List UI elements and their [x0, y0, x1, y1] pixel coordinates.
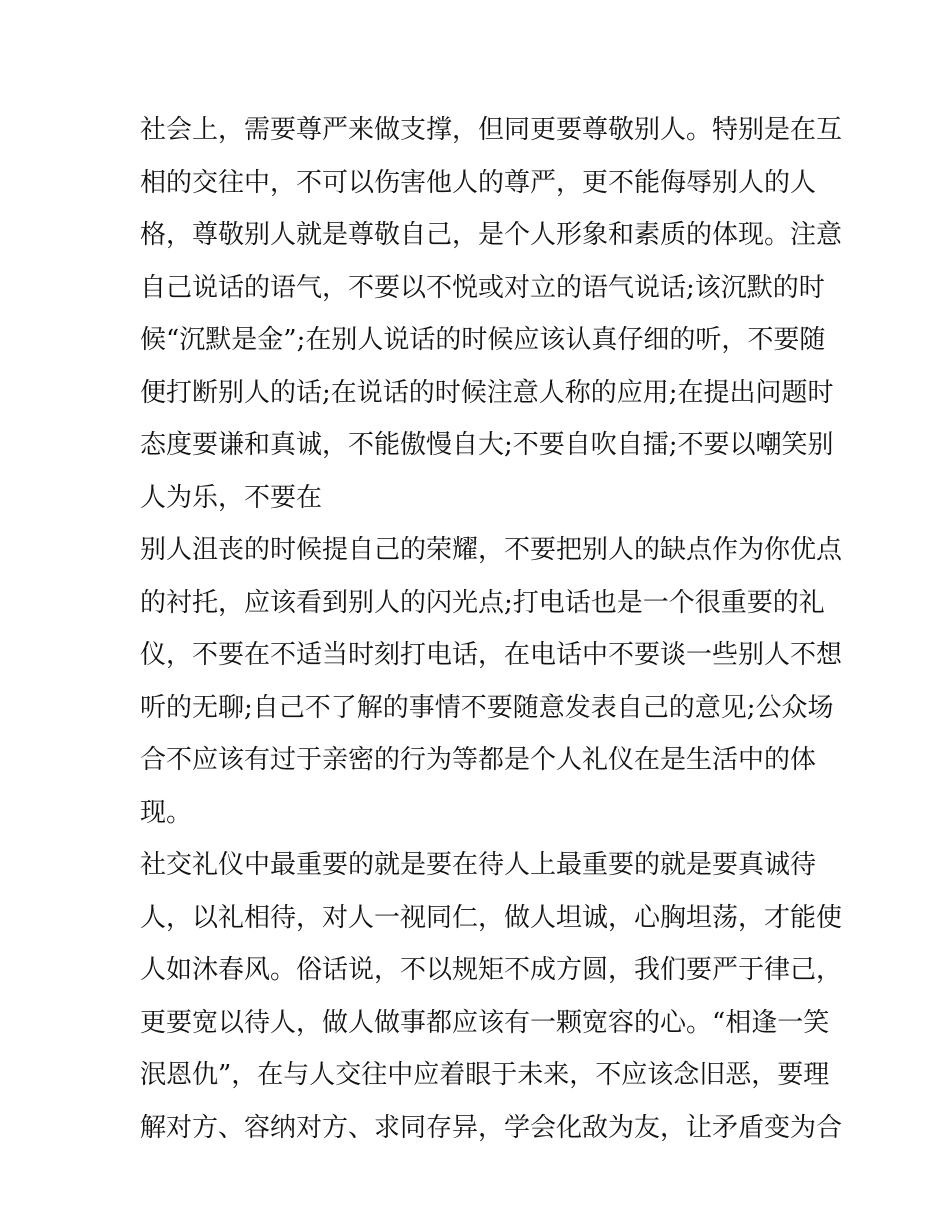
text-line-1: 社会上，需要尊严来做支撑，但同更要尊敬别人。特别是在互: [140, 115, 843, 145]
text-line-8: 人为乐，不要在: [140, 482, 323, 513]
text-line-14: 现。: [140, 797, 193, 828]
text-line-15: 社交礼仪中最重要的就是要在待人上最重要的就是要真诚待: [140, 850, 817, 880]
text-line-11: 仪，不要在不适当时刻打电话，在电话中不要谈一些别人不想: [140, 640, 843, 670]
text-line-20: 解对方、容纳对方、求同存异，学会化敌为友，让矛盾变为合: [140, 1112, 843, 1143]
text-line-3: 格，尊敬别人就是尊敬自己，是个人形象和素质的体现。注意: [140, 220, 843, 250]
text-line-19: 泯恩仇”，在与人交往中应着眼于未来，不应该念旧恶，要理: [140, 1060, 830, 1090]
text-line-6: 便打断别人的话;在说话的时候注意人称的应用;在提出问题时: [140, 377, 834, 408]
text-line-18: 更要宽以待人，做人做事都应该有一颗宽容的心。“相逢一笑: [140, 1007, 830, 1038]
text-line-5: 候“沉默是金”;在别人说话的时候应该认真仔细的听，不要随: [140, 325, 826, 355]
text-line-12: 听的无聊;自己不了解的事情不要随意发表自己的意见;公众场: [140, 692, 834, 723]
text-line-13: 合不应该有过于亲密的行为等都是个人礼仪在是生活中的体: [140, 745, 817, 775]
text-line-2: 相的交往中，不可以伤害他人的尊严，更不能侮辱别人的人: [140, 167, 817, 198]
text-line-17: 人如沐春风。俗话说，不以规矩不成方圆，我们要严于律己，: [140, 955, 843, 985]
text-line-16: 人，以礼相待，对人一视同仁，做人坦诚，心胸坦荡，才能使: [140, 902, 843, 933]
body-text: [140, 104, 843, 1154]
text-line-4: 自己说话的语气，不要以不悦或对立的语气说话;该沉默的时: [140, 272, 825, 303]
text-line-7: 态度要谦和真诚，不能傲慢自大;不要自吹自擂;不要以嘲笑别: [140, 430, 834, 460]
text-line-10: 的衬托，应该看到别人的闪光点;打电话也是一个很重要的礼: [140, 587, 825, 618]
text-line-9: 别人沮丧的时候提自己的荣耀，不要把别人的缺点作为你优点: [140, 535, 843, 565]
